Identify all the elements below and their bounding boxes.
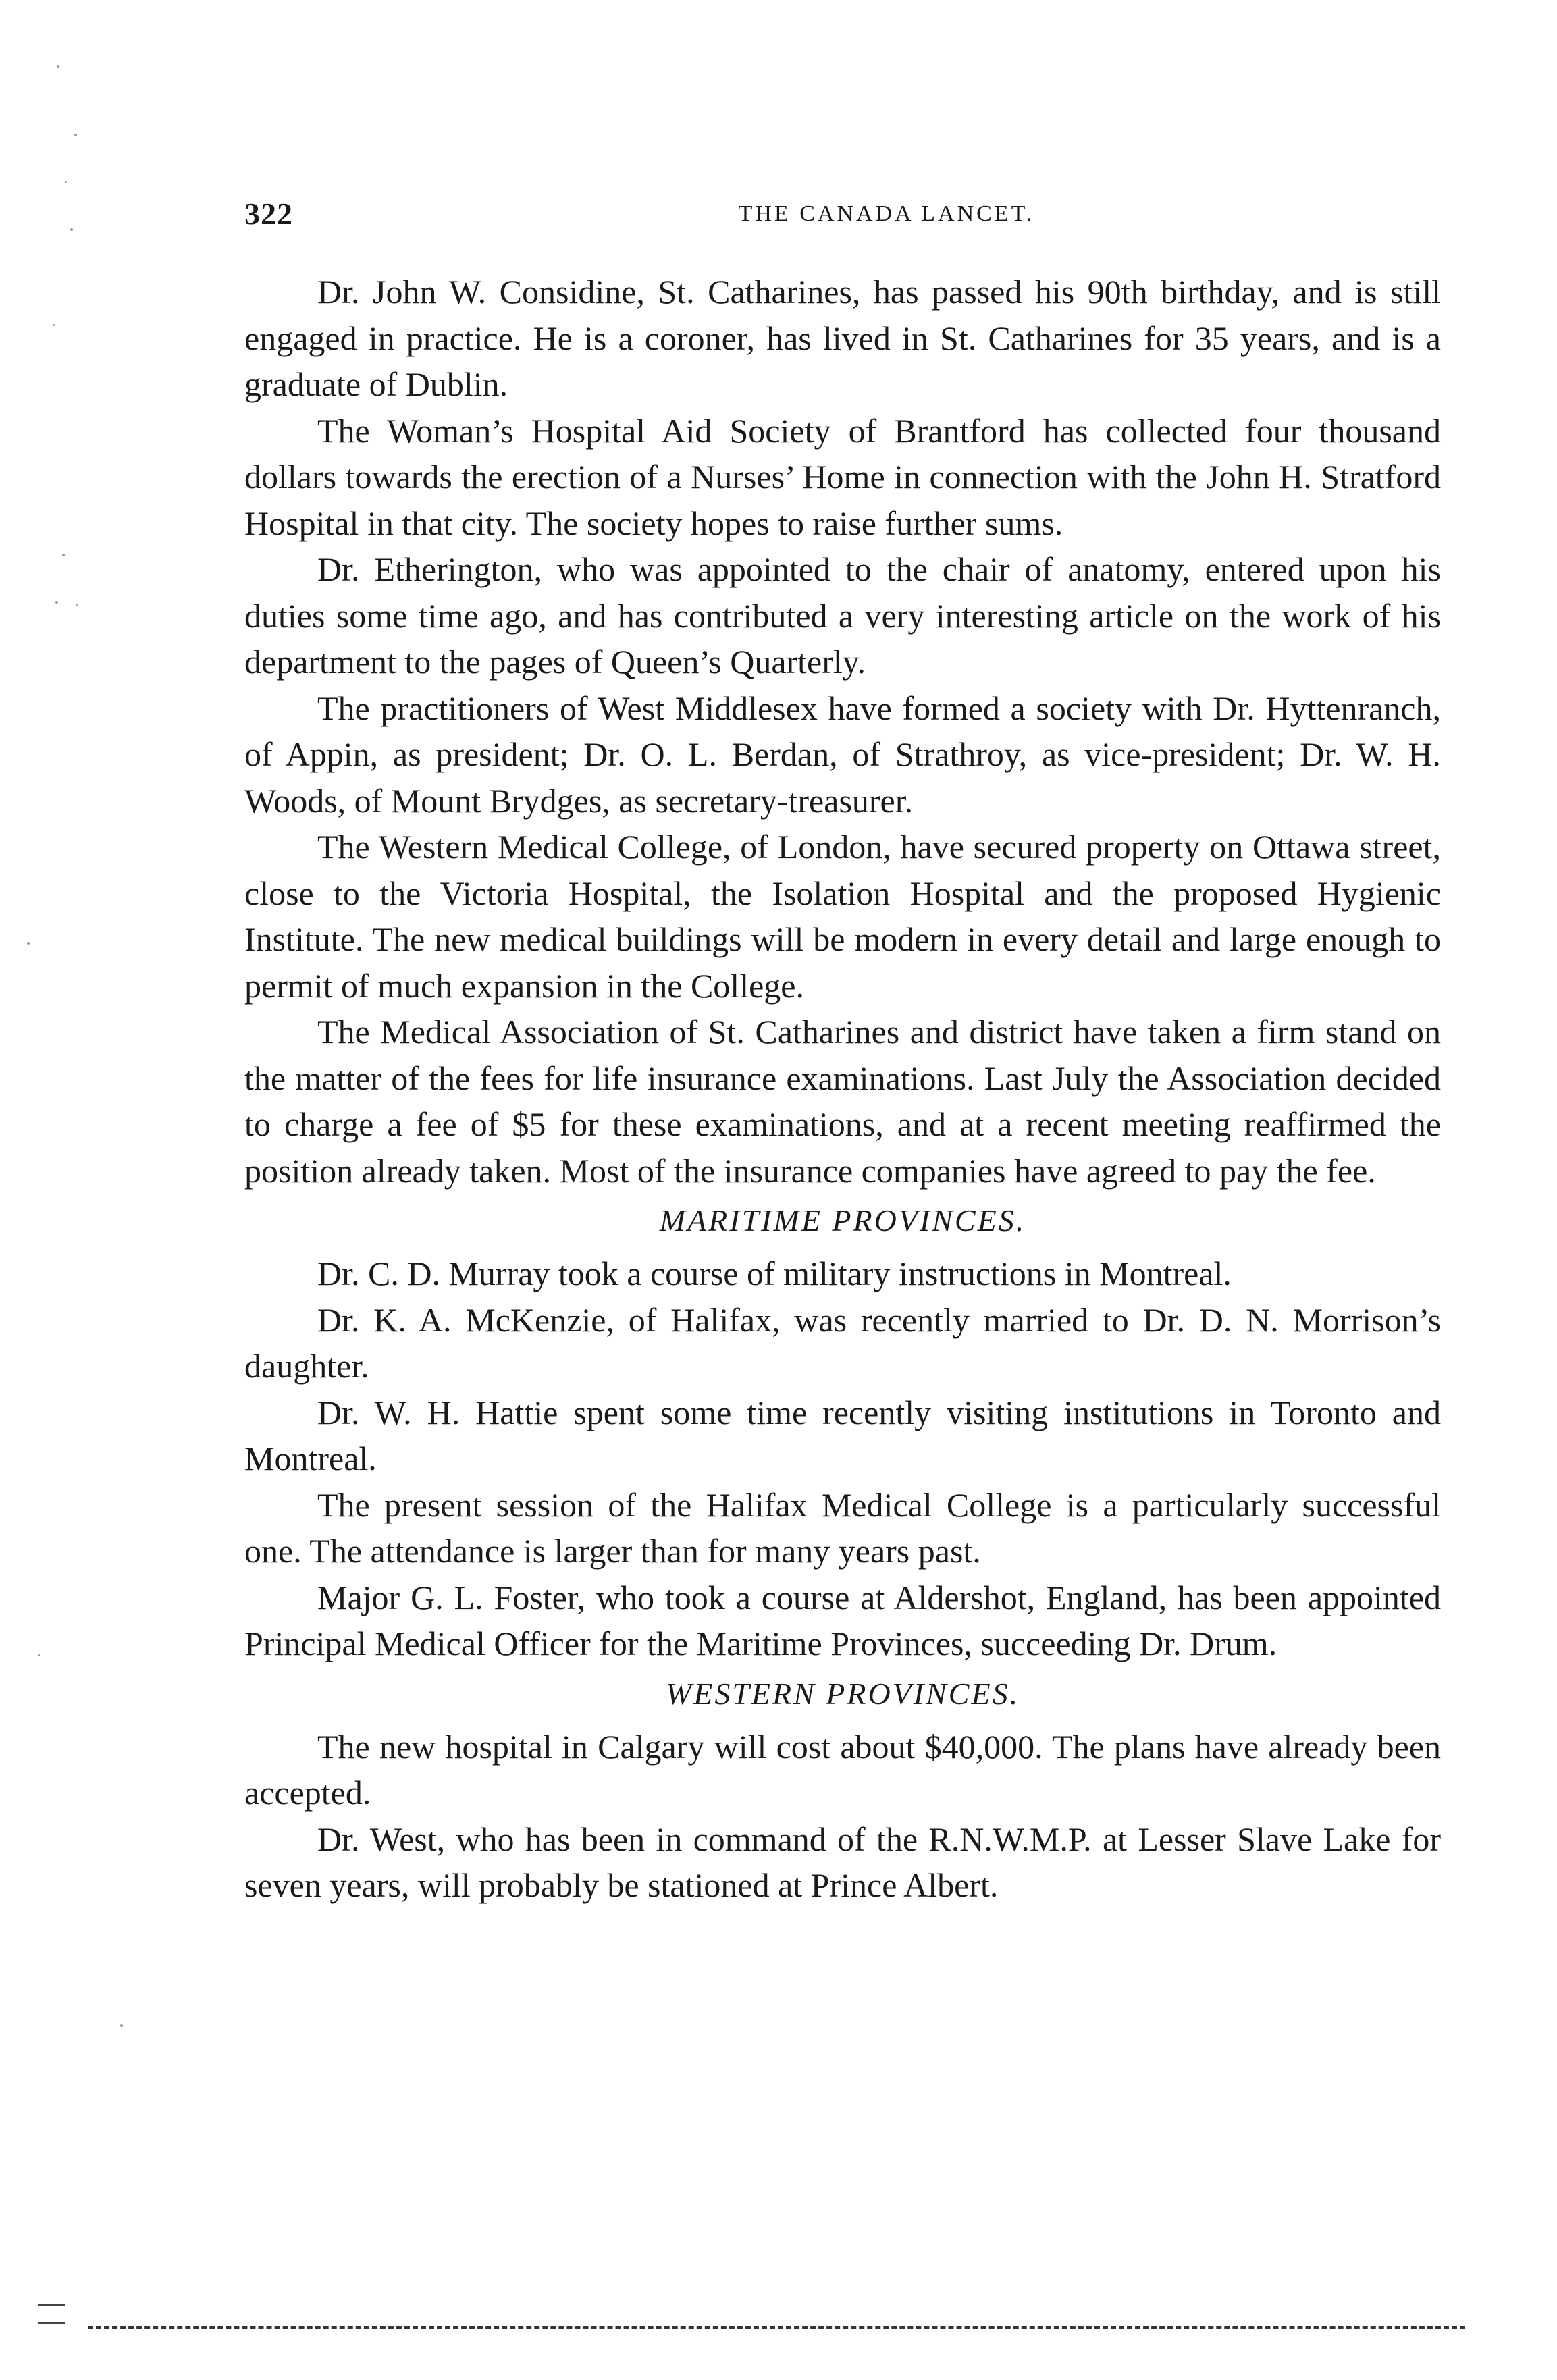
paragraph: Dr. W. H. Hattie spent some time recently visiting institutions in Toronto and Montreal. [244,1393,1441,1477]
footer-rule [88,2326,1465,2329]
scan-speck [53,324,55,326]
paragraph: Dr. West, who has been in command of the R.N.W.M.P. at Lesser Slave Lake for seven years, will probably be stationed at Prince Albert. [244,1820,1441,1904]
scan-speck [57,65,59,68]
article-body [244,269,1441,1909]
scan-speck [65,181,67,183]
paragraph: Dr. John W. Considine, St. Catharines, has passed his 90th birthday, and is still engaged in practice. He is a coroner, has lived in St. Catharines for 35 years, and is a graduate of Dublin. [244,273,1441,403]
scan-speck [76,604,78,606]
scan-speck [120,2024,123,2027]
paragraph: The practitioners of West Middlesex have formed a society with Dr. Hyttenranch, of Appin, as president; Dr. O. L. Berdan, of Strathroy, as vice-president; Dr. W. H. Woods, of Mount Brydges, as secretary-treasurer. [244,689,1441,820]
section-heading: MARITIME PROVINCES. [659,1203,1026,1238]
scan-speck [62,554,65,556]
scan-speck [70,228,73,231]
page-number: 322 [244,196,293,231]
scan-margin-mark [38,2304,65,2324]
scan-speck [74,134,77,136]
page-header [244,196,1441,236]
paragraph: Dr. C. D. Murray took a course of military instructions in Montreal. [317,1254,1232,1292]
paragraph: Dr. Etherington, who was appointed to the chair of anatomy, entered upon his duties some time ago, and has contributed a very interesting article on the work of his department to the pages of Queen’s Quarterly. [244,550,1441,681]
paragraph: The Western Medical College, of London, have secured property on Ottawa street, close to the Victoria Hospital, the Isolation Hospital and the proposed Hygienic Institute. The new medical buildings will be modern in every detail and large enough to permit of much expansion in the College. [244,828,1441,1005]
scan-speck [38,1654,40,1656]
paragraph: The present session of the Halifax Medical College is a particularly successful one. The attendance is larger than for many years past. [244,1485,1441,1570]
paragraph: The new hospital in Calgary will cost about $40,000. The plans have already been accepted. [244,1727,1441,1812]
running-head: THE CANADA LANCET. [738,201,1035,226]
paragraph: Dr. K. A. McKenzie, of Halifax, was recently married to Dr. D. N. Morrison’s daughter. [244,1300,1441,1385]
paragraph: The Medical Association of St. Catharines and district have taken a firm stand on the matter of the fees for life insurance examinations. Last July the Association decided to charge a fee of $5 for these examinations, and at a recent meeting reaffirmed the position already taken. Most of the insurance companies have agreed to pay the fee. [244,1013,1441,1190]
section-heading: WESTERN PROVINCES. [665,1676,1020,1711]
scan-speck [55,601,58,604]
paragraph: The Woman’s Hospital Aid Society of Brantford has collected four thousand dollars towards the erection of a Nurses’ Home in connection with the John H. Stratford Hospital in that city. The society hopes to raise further sums. [244,411,1441,542]
scan-speck [27,942,30,945]
paragraph: Major G. L. Foster, who took a course at Aldershot, England, has been appointed Principal Medical Officer for the Maritime Provinces, succeeding Dr. Drum. [244,1578,1441,1662]
